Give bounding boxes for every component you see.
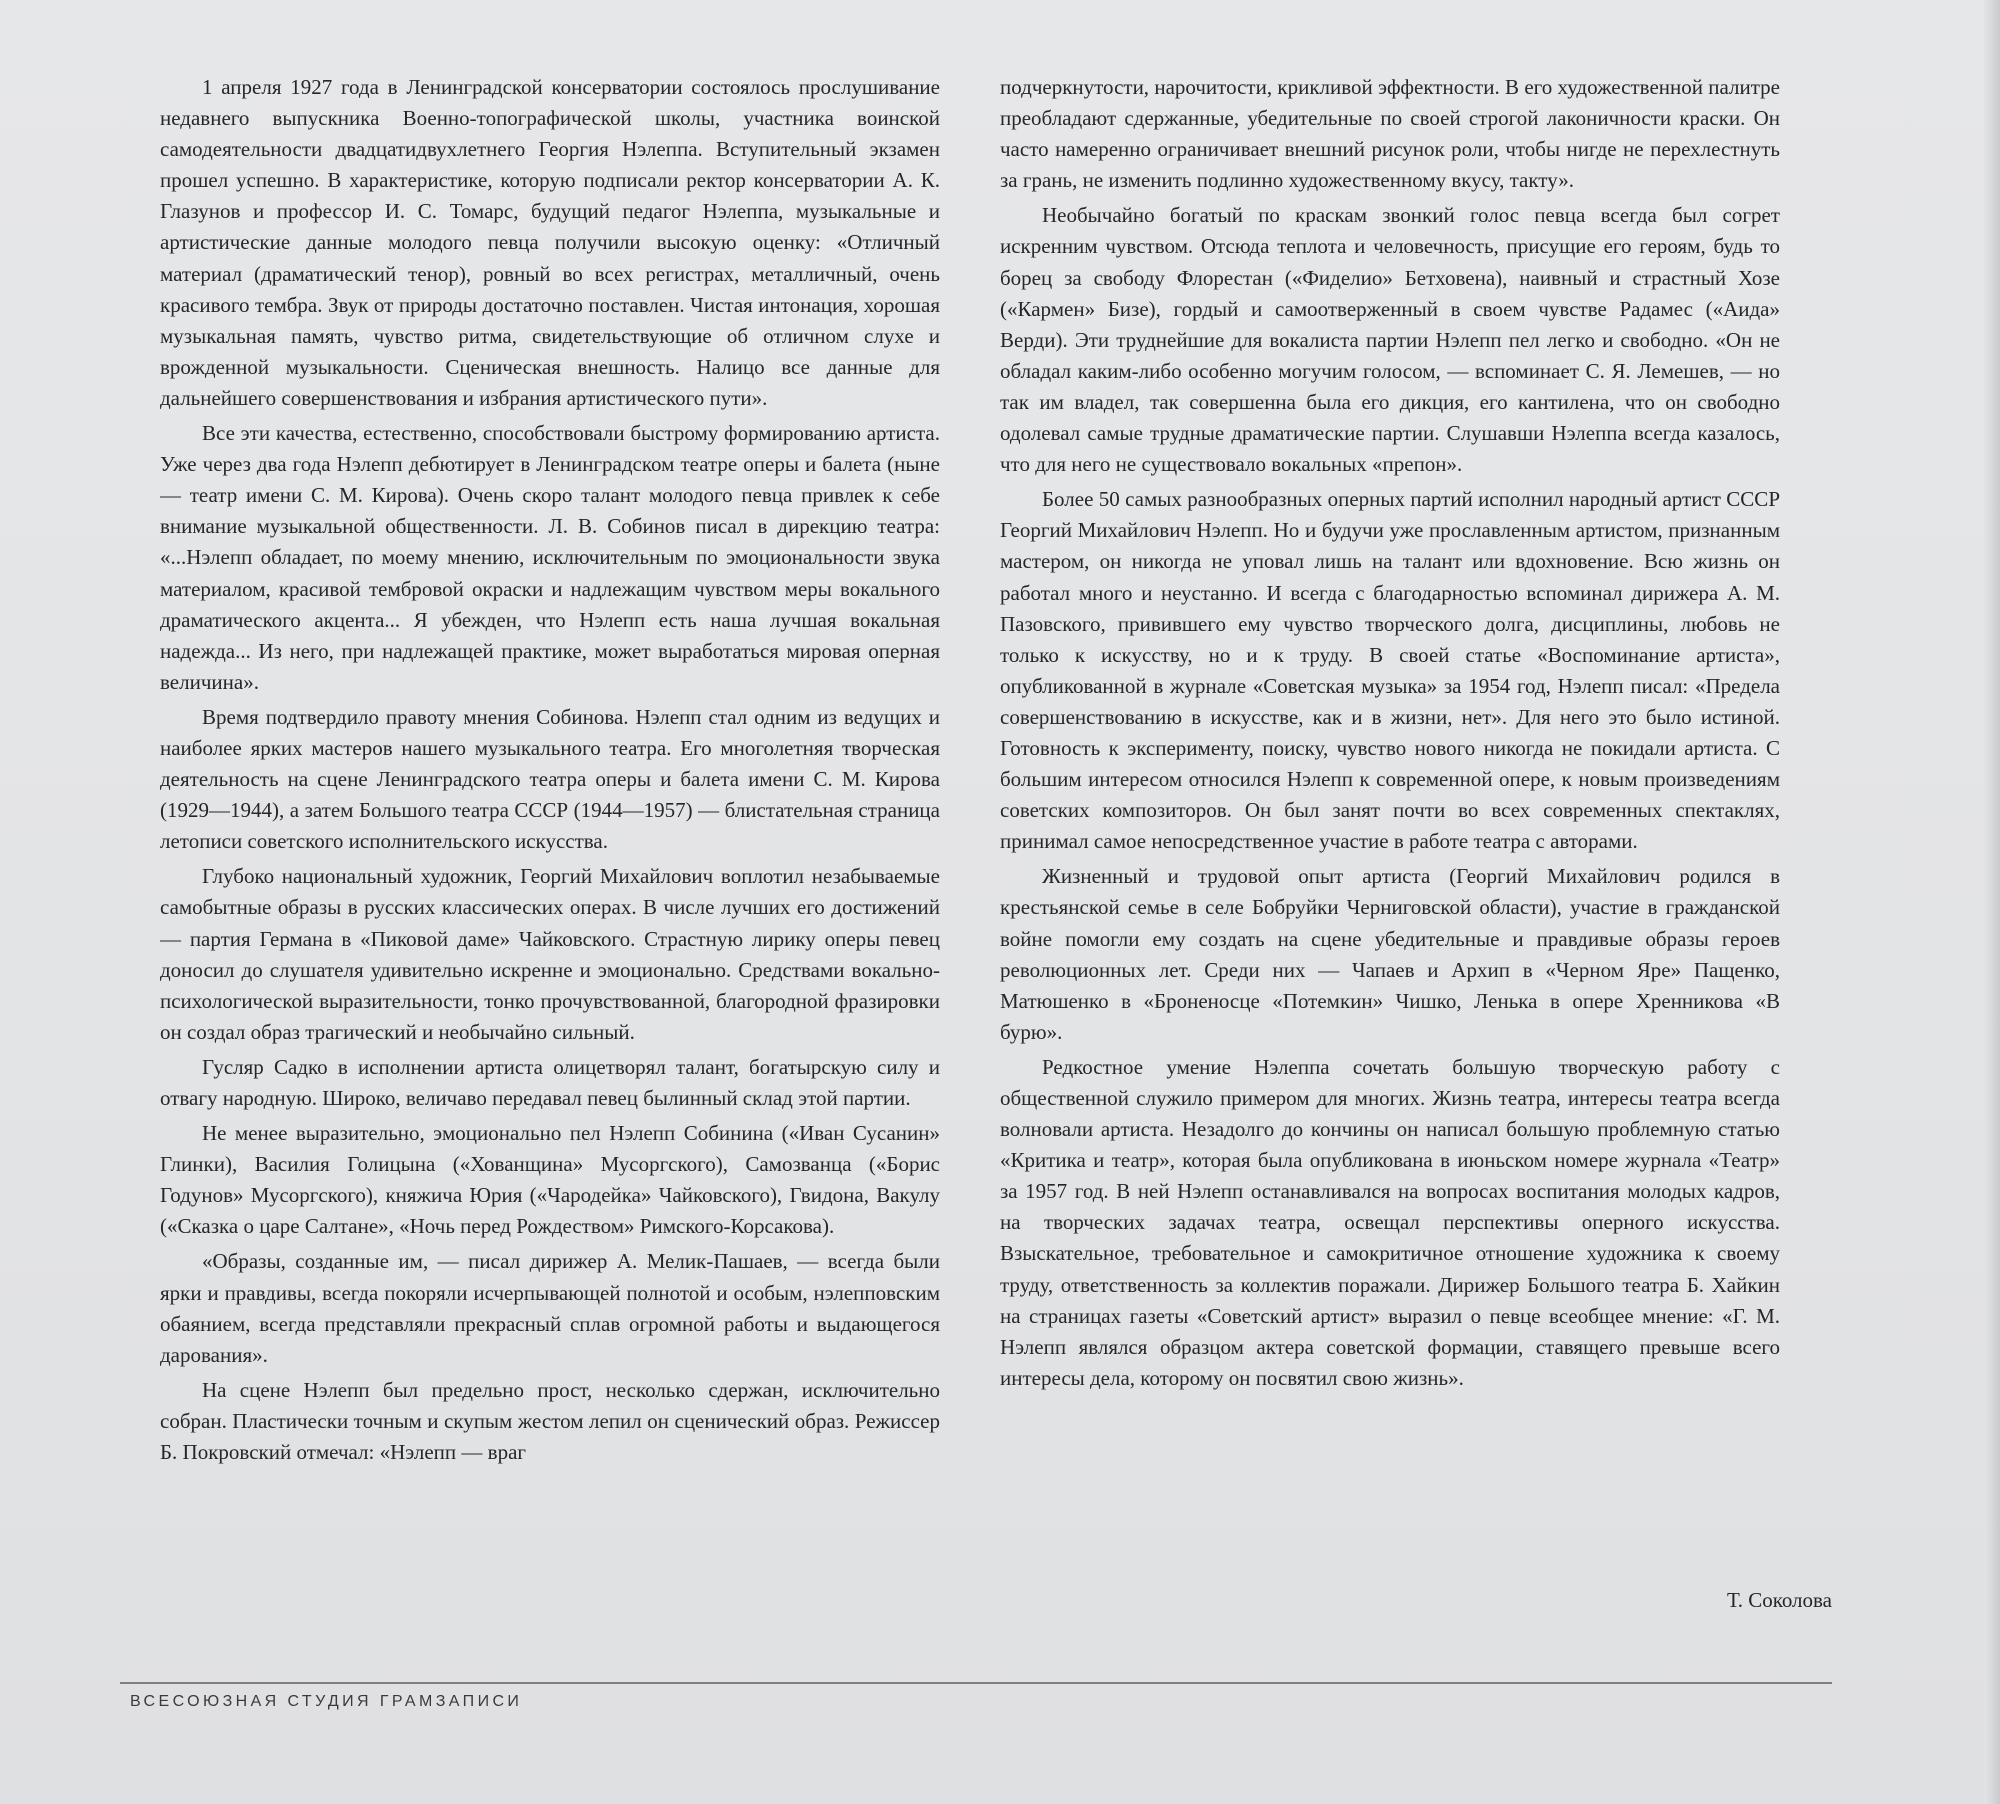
- right-column: [1000, 72, 1780, 1398]
- paragraph: Более 50 самых разнообразных оперных партий исполнил народный артист СССР Георгий Михайлович Нэлепп. Но и будучи уже прославленным артистом, признанным мастером, он никогда не уповал лишь на талант или вдохновение. Всю жизнь он работал много и неустанно. И всегда с благодарностью вспоминал дирижера А. М. Пазовского, привившего ему чувство творческого долга, дисциплины, любовь не только к искусству, но и к труду. В своей статье «Воспоминание артиста», опубликованной в журнале «Советская музыка» за 1954 год, Нэлепп писал: «Предела совершенствованию в искусстве, как и в жизни, нет». Для него это было истиной. Готовность к эксперименту, поиску, чувство нового никогда не покидали артиста. С большим интересом относился Нэлепп к современной опере, к новым произведениям советских композиторов. Он был занят почти во всех современных спектаклях, принимал самое непосредственное участие в работе театра с авторами.: [1000, 487, 1780, 854]
- paragraph: «Образы, созданные им, — писал дирижер А. Мелик-Пашаев, — всегда были ярки и правдивы, всегда покоряли исчерпывающей полнотой и особым, нэлепповским обаянием, всегда представляли прекрасный сплав огромной работы и выдающегося дарования».: [160, 1249, 940, 1367]
- paragraph: Редкостное умение Нэлеппа сочетать большую творческую работу с общественной служило примером для многих. Жизнь театра, интересы театра всегда волновали артиста. Незадолго до кончины он написал большую проблемную статью «Критика и театр», которая была опубликована в июньском номере журнала «Театр» за 1957 год. В ней Нэлепп останавливался на вопросах воспитания молодых кадров, на творческих задачах театра, освещал перспективы оперного искусства. Взыскательное, требовательное и самокритичное отношение художника к своему труду, ответственность за коллектив поражали. Дирижер Большого театра Б. Хайкин на страницах газеты «Советский артист» выразил о певце всеобщее мнение: «Г. М. Нэлепп являлся образцом актера советской формации, ставящего превыше всего интересы дела, которому он посвятил свою жизнь».: [1000, 1054, 1780, 1390]
- paragraph: Жизненный и трудовой опыт артиста (Георгий Михайлович родился в крестьянской семье в селе Бобруйки Черниговской области), участие в гражданской войне помогли ему создать на сцене убедительные и правдивые образы героев революционных лет. Среди них — Чапаев и Архип в «Черном Яре» Пащенко, Матюшенко в «Броненосце «Потемкин» Чишко, Ленька в опере Хренникова «В бурю».: [1000, 864, 1780, 1044]
- paragraph: Необычайно богатый по краскам звонкий голос певца всегда был согрет искренним чувством. Отсюда теплота и человечность, присущие его героям, будь то борец за свободу Флорестан («Фиделио» Бетховена), наивный и страстный Хозе («Кармен» Бизе), гордый и самоотверженный в своем чувстве Радамес («Аида» Верди). Эти труднейшие для вокалиста партии Нэлепп пел легко и свободно. «Он не обладал каким-либо особенно могучим голосом, — вспоминает С. Я. Лемешев, — но так им владел, так совершенна была его дикция, его кантилена, что он свободно одолевал самые трудные драматические партии. Слушавши Нэлеппа всегда казалось, что для него не существовало вокальных «препон».: [1000, 203, 1780, 477]
- paragraph: Все эти качества, естественно, способствовали быстрому формированию артиста. Уже через два года Нэлепп дебютирует в Ленинградском театре оперы и балета (ныне — театр имени С. М. Кирова). Очень скоро талант молодого певца привлек к себе внимание музыкальной общественности. Л. В. Собинов писал в дирекцию театра: «...Нэлепп обладает, по моему мнению, исключительным по эмоциональности звука материалом, красивой тембровой окраски и надлежащим чувством меры вокального драматического акцента... Я убежден, что Нэлепп есть наша лучшая вокальная надежда... Из него, при надлежащей практике, может выработаться мировая оперная величина».: [160, 421, 940, 694]
- paragraph: Не менее выразительно, эмоционально пел Нэлепп Собинина («Иван Сусанин» Глинки), Василия Голицына («Хованщина» Мусоргского), Самозванца («Борис Годунов» Мусоргского), княжича Юрия («Чародейка» Чайковского), Гвидона, Вакулу («Сказка о царе Салтане», «Ночь перед Рождеством» Римского-Корсакова).: [160, 1121, 940, 1239]
- paragraph: Гусляр Садко в исполнении артиста олицетворял талант, богатырскую силу и отвагу народную. Широко, величаво передавал певец былинный склад этой партии.: [160, 1054, 940, 1110]
- left-column: [160, 72, 940, 1472]
- page-edge-shadow: [1984, 0, 2000, 1804]
- author-signature: Т. Соколова: [1726, 1588, 1832, 1612]
- paragraph: 1 апреля 1927 года в Ленинградской консерватории состоялось прослушивание недавнего выпускника Военно-топографической школы, участника воинской самодеятельности двадцатидвухлетнего Георгия Нэлеппа. Вступительный экзамен прошел успешно. В характеристике, которую подписали ректор консерватории А. К. Глазунов и профессор И. С. Томарс, будущий педагог Нэлеппа, музыкальные и артистические данные молодого певца получили высокую оценку: «Отличный материал (драматический тенор), ровный во всех регистрах, металличный, очень красивого тембра. Звук от природы достаточно поставлен. Чистая интонация, хорошая музыкальная память, чувство ритма, свидетельствующие об отличном слухе и врожденной музыкальности. Сценическая внешность. Налицо все данные для дальнейшего совершенствования и избрания артистического пути».: [160, 75, 940, 410]
- article-body: [160, 72, 1832, 1652]
- paragraph: Глубоко национальный художник, Георгий Михайлович воплотил незабываемые самобытные образы в русских классических операх. В числе лучших его достижений — партия Германа в «Пиковой даме» Чайковского. Страстную лирику оперы певец доносил до слушателя удивительно искренне и эмоционально. Средствами вокально-психологической выразительности, тонко прочувствованной, благородной фразировки он создал образ трагический и необычайно сильный.: [160, 864, 940, 1044]
- footer-divider: [120, 1682, 1832, 1684]
- paragraph-continued: подчеркнутости, нарочитости, крикливой эффектности. В его художественной палитре преобладают сдержанные, убедительные по своей строгой лаконичности краски. Он часто намеренно ограничивает внешний рисунок роли, чтобы нигде не перехлестнуть за грань, не изменить подлинно художественному вкусу, такту».: [1000, 75, 1780, 193]
- publisher-footer: ВСЕСОЮЗНАЯ СТУДИЯ ГРАМЗАПИСИ: [130, 1693, 523, 1710]
- paragraph: На сцене Нэлепп был предельно прост, несколько сдержан, исключительно собран. Пластически точным и скупым жестом лепил он сценический образ. Режиссер Б. Покровский отмечал: «Нэлепп — враг: [160, 1377, 940, 1465]
- paragraph: Время подтвердило правоту мнения Собинова. Нэлепп стал одним из ведущих и наиболее ярких мастеров нашего музыкального театра. Его многолетняя творческая деятельность на сцене Ленинградского театра оперы и балета имени С. М. Кирова (1929—1944), а затем Большого театра СССР (1944—1957) — блистательная страница летописи советского исполнительского искусства.: [160, 704, 940, 854]
